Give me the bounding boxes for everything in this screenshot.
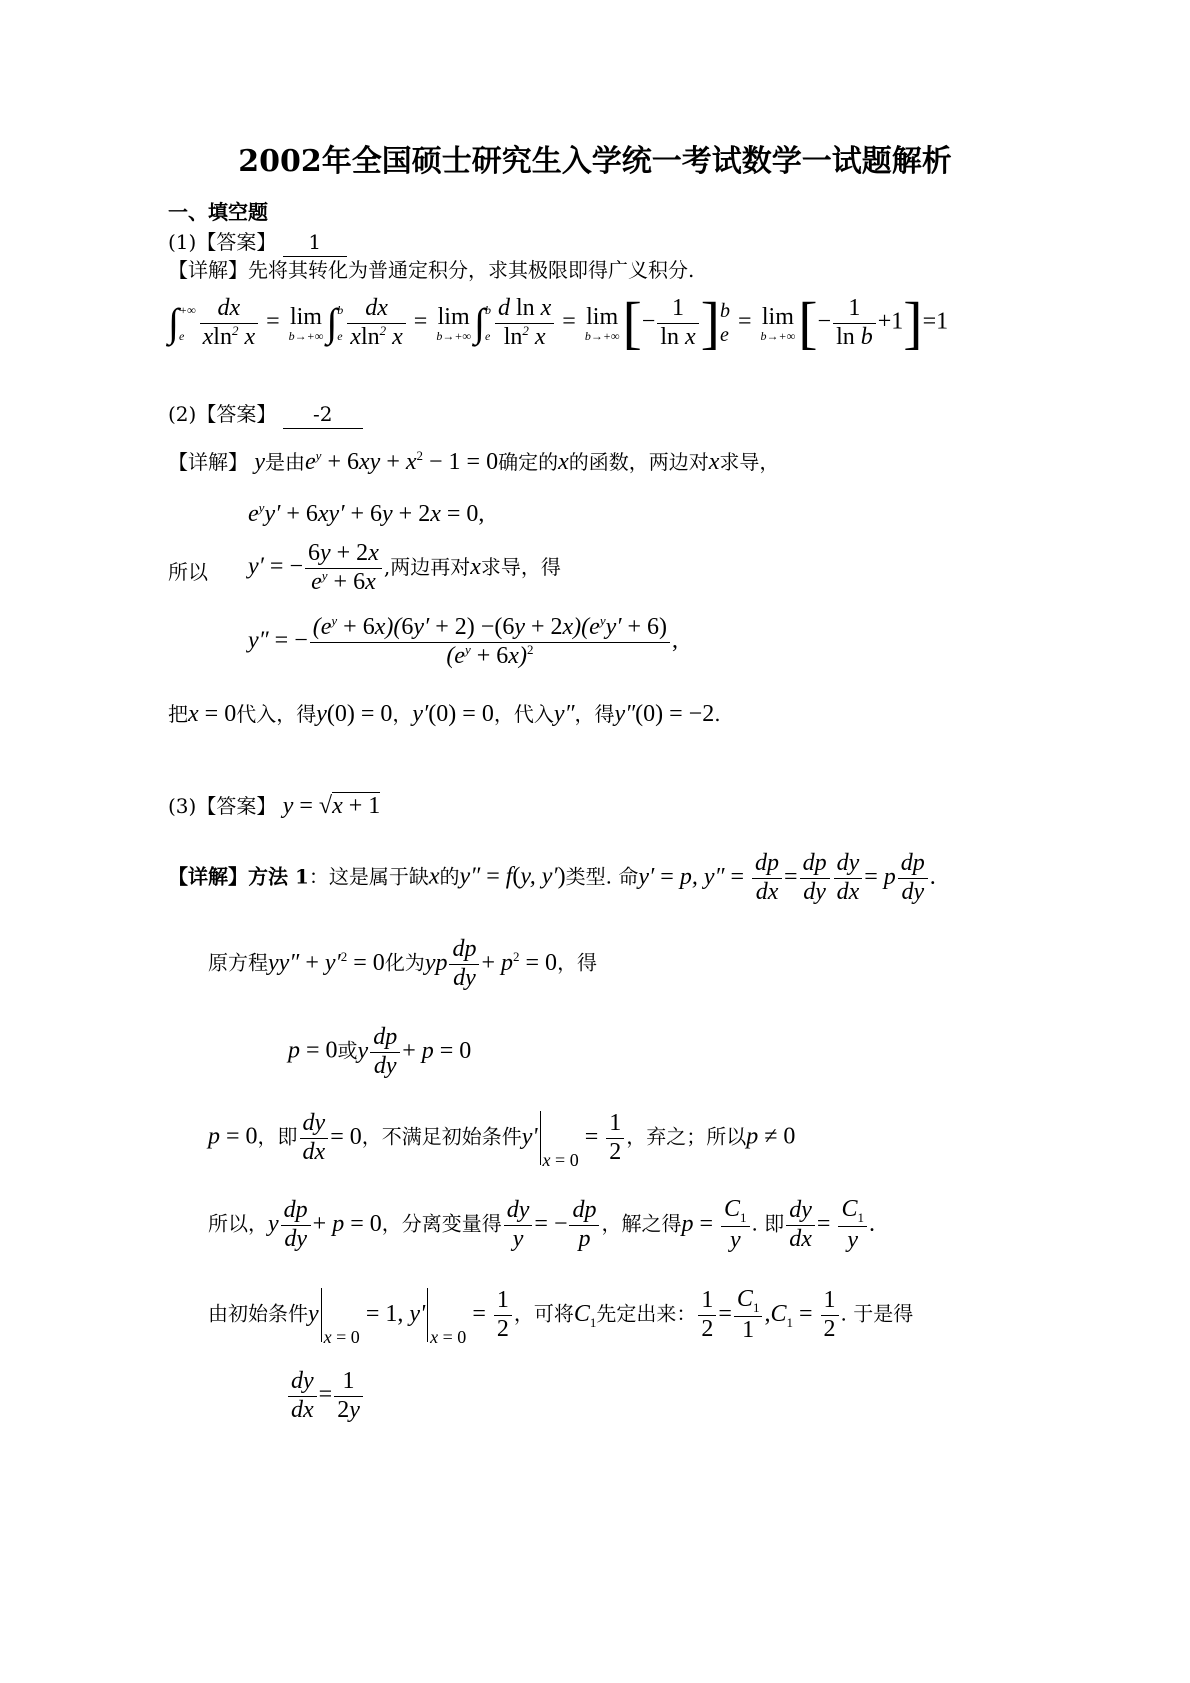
q3-initial: 由初始条件$y_{x = 0} = 1$, $y'_{x = 0}$ = $\frac{1}{2}$ ，可将$C_1$先定出来： $\frac{1}{2}$ = $\frac{C_1}{1}$ $,C_1$ = $\frac{1}{2}$ . 于是得 [208, 1286, 914, 1347]
q3-so-a: 所以， [208, 1211, 268, 1236]
q3-detail-label: 【详解】 [168, 864, 248, 889]
q3-answer: y = √x + 1 [282, 793, 381, 819]
q2-deriv-again: ,两边再对 [383, 554, 471, 579]
section-heading: 一、填空题 [168, 200, 268, 224]
q2-answer-line [168, 400, 363, 429]
q3-final-eq: $\frac{dy}{dx}$ = $\frac{1}{2y}$ [286, 1368, 365, 1424]
q3-or: 或 [337, 1038, 358, 1063]
q2-text-b: 确定的 [498, 450, 559, 474]
q1-equation: ∫ +∞ e $\frac{dx}{xln^2 x}$ = lim b→+∞ ∫ b e $\frac{dx}{xln^2 x}$ = lim b→+∞ ∫ b e $\frac{\text{d ln x}}{\ln^2 x}$ = lim b→+∞ [− $\frac{1}{\text{ln x}}$ ] b e = lim b→+∞ [− $\frac{1}{\text{ln b}}$ +1]=1 [168, 290, 949, 355]
q1-label: (1)【答案】 [168, 230, 277, 254]
q2-so: 所以 [168, 560, 208, 584]
q1-answer-line [168, 228, 347, 257]
q3-separate: 所以，y $\frac{dp}{dy}$ + p = 0，分离变量得 $\frac{dy}{y}$ = − $\frac{dp}{p}$ ，解之得p = $\frac{C_1}{y}$ . 即 $\frac{dy}{dx}$ = $\frac{C_1}{y}$ . [208, 1196, 875, 1253]
q2-label: (2)【答案】 [168, 402, 277, 426]
q2-sub-e: ，得 [574, 702, 615, 726]
q2-sub-b: 代入，得 [236, 702, 317, 726]
q3-text-c: 类型. 命 [565, 864, 639, 889]
q2-eq3: y″ = − $\frac{(e^y + 6x)(6y' + 2) -(6y + 2x)(e^yy' + 6)}{(e^y + 6x)^2}$ , [248, 613, 679, 669]
q2-sub-a: 把 [168, 702, 188, 726]
q3-p0-a: ，即 [257, 1124, 298, 1149]
q3-so-b: ，分离变量得 [381, 1211, 502, 1236]
q3-method: 方法 1 [248, 864, 309, 889]
q2-substitute: 把x = 0代入，得y(0) = 0，y′(0) = 0，代入y″，得y″(0) = −2. [168, 701, 721, 727]
q3-init-b: ，可将 [513, 1301, 574, 1326]
q3-p0-b: ，不满足初始条件 [361, 1124, 522, 1149]
q3-method1: 【详解】方法 1：这是属于缺x的y″ = f(y, y′)类型. 命y′ = p, y″ = $\frac{dp}{dx}$ = $\frac{dp}{dy}$ $\frac{dy}{dx}$ = p $\frac{dp}{dy}$ . [168, 850, 936, 905]
q2-sub-c: ， [392, 702, 413, 726]
q3-p0: p = 0，即 $\frac{dy}{dx}$ = 0，不满足初始条件$y'_{x = 0}$ = $\frac{1}{2}$ ，弃之；所以p ≠ 0 [208, 1110, 796, 1170]
q2-eq2: y′ = − $\frac{6y + 2x}{e^y + 6x}$ ,两边再对x求导，得 [248, 540, 561, 595]
q3-answer-line [168, 792, 380, 820]
q3-init-c: 先定出来： [596, 1301, 697, 1326]
q3-orig-b: 化为 [384, 950, 425, 975]
q2-text-d: 求导， [719, 450, 780, 474]
q2-sub-d: ，代入 [493, 702, 554, 726]
q3-text-b: 的 [439, 864, 460, 889]
q3-orig-eq: 原方程$yy'' + y'^2 = 0$化为yp $\frac{dp}{dy}$ + $p^2 = 0$，得 [208, 936, 598, 991]
q2-answer: -2 [283, 400, 363, 429]
q3-so-d: . 即 [751, 1211, 785, 1236]
q1-detail [168, 256, 694, 284]
q2-eq1: $e^yy' + 6xy' + 6y + 2x = 0$, [248, 500, 485, 527]
page-title: 2002年全国硕士研究生入学统一考试数学一试题解析 [238, 144, 952, 179]
q2-detail: 【详解】 y是由$e^y + 6xy + x^2 - 1 = 0$确定的x的函数，两边对x求导， [168, 448, 780, 475]
q2-text-a: 是由 [265, 450, 306, 474]
q3-init-d: . 于是得 [840, 1301, 914, 1326]
q3-text-a: ：这是属于缺 [308, 864, 429, 889]
q1-detail-label: 【详解】 [168, 258, 248, 282]
q3-orig-c: ，得 [557, 950, 598, 975]
q2-sub-end: . [714, 702, 721, 726]
q3-init-a: 由初始条件 [208, 1301, 308, 1326]
q3-orig-a: 原方程 [208, 950, 268, 975]
q1-detail-text: 先将其转化为普通定积分，求其极限即得广义积分. [248, 258, 695, 282]
q2-detail-label: 【详解】 [168, 450, 248, 474]
q2-deriv-again2: 求导，得 [480, 554, 561, 579]
q3-p0-c: ，弃之；所以 [626, 1124, 747, 1149]
q3-label: (3)【答案】 [168, 794, 277, 818]
q2-text-c: 的函数，两边对 [568, 450, 709, 474]
q3-cases: p = 0或y $\frac{dp}{dy}$ + p = 0 [288, 1024, 472, 1079]
q1-answer: 1 [283, 228, 347, 257]
q3-so-c: ，解之得 [601, 1211, 682, 1236]
